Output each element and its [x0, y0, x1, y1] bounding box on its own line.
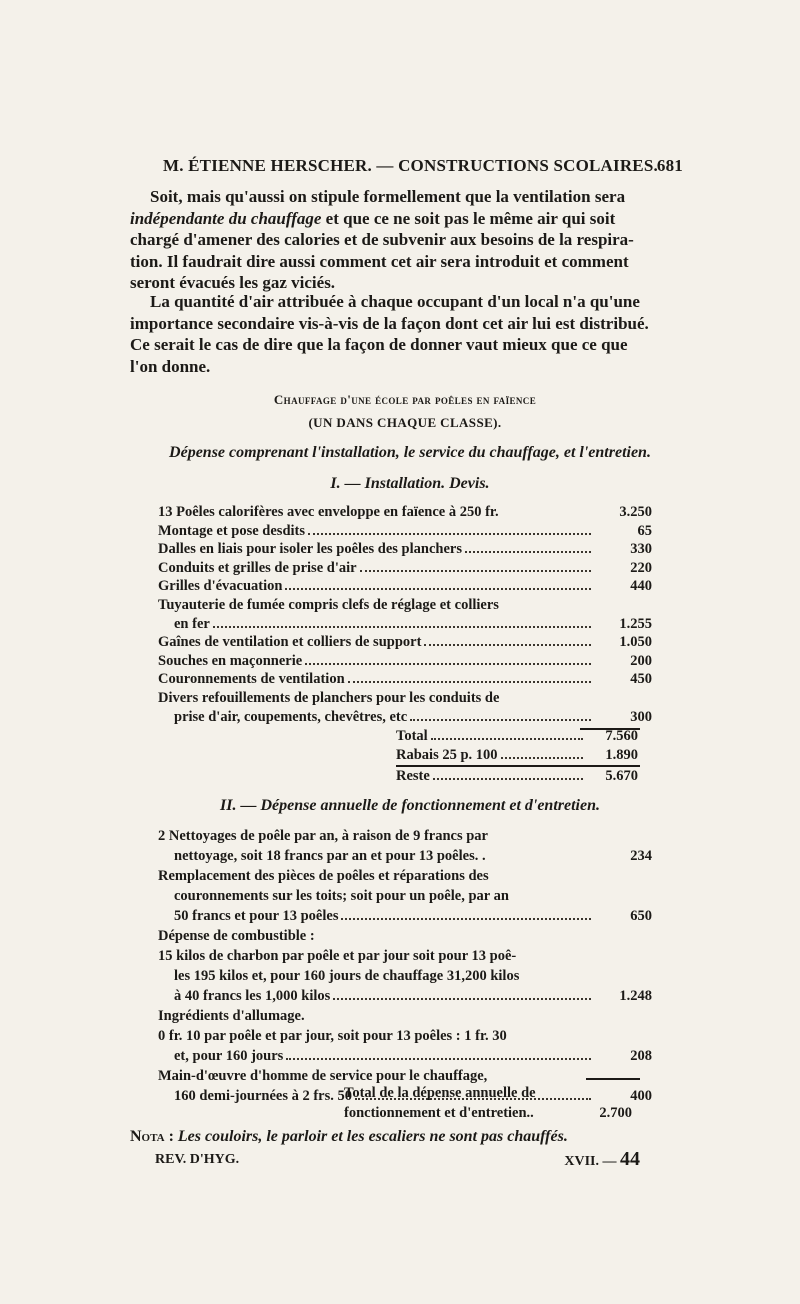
- depense-row-label: couronnements sur les toits; soit pour un poêle, par an: [174, 888, 509, 904]
- devis-table: [158, 503, 652, 726]
- devis-row-value: 330: [630, 541, 652, 558]
- reste-total: [396, 767, 638, 786]
- depense-row: [158, 986, 652, 1006]
- depense-row-label: et, pour 160 jours: [174, 1048, 284, 1064]
- text-line: l'on donne.: [130, 356, 211, 376]
- total-depense-line1: Total de la dépense annuelle de: [344, 1085, 536, 1101]
- devis-row-label: Tuyauterie de fumée compris clefs de réglage et colliers: [158, 596, 499, 613]
- section-title-sub: (UN DANS CHAQUE CLASSE).: [308, 415, 502, 430]
- devis-row: [158, 577, 652, 596]
- depense-row-label: 15 kilos de charbon par poêle et par jour soit pour 13 poê-: [158, 948, 517, 964]
- running-title: M. ÉTIENNE HERSCHER. — CONSTRUCTIONS SCOLAIRES.: [163, 156, 658, 175]
- text-line: La quantité d'air attribuée à chaque occupant d'un local n'a qu'une: [150, 292, 640, 311]
- depense-row-value: 1.248: [619, 988, 652, 1004]
- leader-dots: [360, 570, 591, 572]
- text-fragment: et que ce ne soit pas le même air qui soit: [321, 208, 616, 228]
- depense-row-label: 0 fr. 10 par poêle et par jour, soit pour 13 poêles : 1 fr. 30: [158, 1028, 507, 1044]
- depense-row: [158, 826, 652, 846]
- depense-row-value: [594, 826, 652, 846]
- devis-row-value: 65: [637, 522, 652, 539]
- page-footer: [155, 1148, 640, 1170]
- depense-row-value: 234: [630, 848, 652, 864]
- depense-row-value: [594, 926, 652, 946]
- depense-row: [158, 866, 652, 886]
- devis-row: [158, 522, 652, 541]
- leader-dots: [333, 998, 591, 1000]
- text-line: tion. Il faudrait dire aussi comment cet air sera introduit et comment: [130, 251, 629, 271]
- depense-row: [158, 906, 652, 926]
- devis-row: [158, 596, 652, 615]
- text-line: importance secondaire vis-à-vis de la façon dont cet air lui est distribué.: [130, 313, 649, 333]
- nota-label: Nota :: [130, 1128, 174, 1145]
- devis-row-label: en fer: [174, 615, 210, 632]
- devis-row: [158, 540, 652, 559]
- leader-dots: [286, 1058, 591, 1060]
- total-label: Total: [396, 728, 428, 744]
- depense-row-label: 50 francs et pour 13 poêles: [174, 908, 339, 924]
- devis-row-label: Divers refouillements de planchers pour les conduits de: [158, 689, 500, 706]
- devis-row: [158, 559, 652, 578]
- depense-row-value: [594, 866, 652, 886]
- depense-row: [158, 946, 652, 966]
- depense-table: [158, 826, 652, 1106]
- devis-row-label: Gaînes de ventilation et colliers de support: [158, 634, 422, 651]
- depense-row-value: 650: [630, 908, 652, 924]
- devis-row: [158, 615, 652, 634]
- depense-row-value: [594, 946, 652, 966]
- section-subtitle: Dépense comprenant l'installation, le service du chauffage, et l'entretien.: [169, 444, 651, 461]
- depense-row: [158, 1026, 652, 1046]
- reste-value: 5.670: [605, 768, 638, 784]
- devis-row-value: 200: [630, 652, 652, 669]
- leader-dots: [410, 719, 591, 721]
- leader-dots: [308, 533, 591, 535]
- depense-row-label: 2 Nettoyages de poêle par an, à raison de 9 francs par: [158, 828, 488, 844]
- devis-row: [158, 633, 652, 652]
- section-title: Chauffage d'une école par poêles en faïence: [273, 392, 537, 407]
- paragraph-air-quantity: [130, 291, 680, 377]
- devis-row-label: Grilles d'évacuation: [158, 578, 283, 595]
- depense-row: [158, 926, 652, 946]
- depense-row-label: Ingrédients d'allumage.: [158, 1008, 305, 1024]
- depense-row-label: à 40 francs les 1,000 kilos: [174, 988, 331, 1004]
- depense-row-label: Dépense de combustible :: [158, 928, 315, 944]
- devis-row: [158, 503, 652, 522]
- paragraph-ventilation: [130, 186, 680, 294]
- emphasis-text: indépendante du chauffage: [130, 208, 322, 228]
- leader-dots: [424, 644, 591, 646]
- depense-row-label: nettoyage, soit 18 francs par an et pour 13 poêles. .: [174, 848, 486, 864]
- rabais-row: [396, 746, 638, 765]
- total-depense-line2: fonctionnement et d'entretien..: [344, 1105, 534, 1121]
- text-line: [130, 208, 680, 230]
- devis-row-label: Conduits et grilles de prise d'air: [158, 559, 357, 576]
- depense-row-value: 400: [630, 1088, 652, 1104]
- footer-volume: XVII. —: [564, 1154, 617, 1169]
- devis-row-label: prise d'air, coupements, chevêtres, etc: [174, 708, 408, 725]
- depense-row-value: 208: [630, 1048, 652, 1064]
- devis-row-value: 1.255: [619, 615, 652, 632]
- depense-sum-rule: [586, 1078, 640, 1080]
- depense-row: [158, 1046, 652, 1066]
- depense-row-label: Remplacement des pièces de poêles et réparations des: [158, 868, 489, 884]
- part1-heading: I. — Installation. Devis.: [330, 475, 490, 492]
- page-number: 681: [656, 156, 683, 175]
- total-value: 7.560: [605, 728, 638, 744]
- text-line: Soit, mais qu'aussi on stipule formellement que la ventilation sera: [150, 187, 626, 206]
- rabais-label: Rabais 25 p. 100: [396, 747, 498, 763]
- devis-row-value: 300: [630, 708, 652, 725]
- depense-row-label: les 195 kilos et, pour 160 jours de chauffage 31,200 kilos: [174, 968, 520, 984]
- devis-row-value: 220: [630, 559, 652, 576]
- depense-row: [158, 846, 652, 866]
- depense-row: [158, 1006, 652, 1026]
- reste-label: Reste: [396, 768, 430, 784]
- depense-row-label: 160 demi-journées à 2 frs. 50: [174, 1088, 353, 1104]
- depense-row-value: [594, 1026, 652, 1046]
- depense-row-label: Main-d'œuvre d'homme de service pour le chauffage,: [158, 1068, 488, 1084]
- leader-dots: [341, 918, 591, 920]
- depense-row: [158, 966, 652, 986]
- devis-row-value: [594, 596, 652, 615]
- leader-dots: [285, 588, 591, 590]
- devis-row-value: 450: [630, 671, 652, 688]
- devis-row-label: 13 Poêles calorifères avec enveloppe en faïence à 250 fr.: [158, 504, 499, 520]
- text-line: Ce serait le cas de dire que la façon de donner vaut mieux que ce que: [130, 335, 628, 355]
- devis-row-label: Souches en maçonnerie: [158, 652, 303, 669]
- nota-note: [130, 1128, 650, 1146]
- text-line: chargé d'amener des calories et de subvenir aux besoins de la respira-: [130, 230, 634, 250]
- leader-dots: [465, 551, 591, 553]
- devis-row-value: 3.250: [619, 504, 652, 520]
- footer-sheet-number: 44: [620, 1148, 640, 1170]
- devis-row: [158, 670, 652, 689]
- devis-row: [158, 708, 652, 727]
- devis-row-label: Dalles en liais pour isoler les poêles des planchers: [158, 541, 462, 558]
- nota-text: Les couloirs, le parloir et les escaliers ne sont pas chauffés.: [177, 1128, 568, 1145]
- devis-totals: [396, 727, 638, 765]
- devis-row-value: 440: [630, 578, 652, 595]
- total-depense: [344, 1083, 632, 1123]
- depense-row: [158, 886, 652, 906]
- depense-row-value: [594, 1066, 652, 1086]
- leader-dots: [305, 663, 591, 665]
- reste-row: [396, 767, 638, 786]
- total-depense-value: 2.700: [599, 1105, 632, 1121]
- devis-row-value: [594, 689, 652, 708]
- devis-row-label: Montage et pose desdits: [158, 522, 306, 539]
- depense-row-value: [594, 966, 652, 986]
- devis-row-label: Couronnements de ventilation: [158, 671, 345, 688]
- rabais-value: 1.890: [605, 747, 638, 763]
- depense-row-value: [594, 1006, 652, 1026]
- leader-dots: [213, 626, 591, 628]
- devis-row: [158, 689, 652, 708]
- running-header: [163, 156, 683, 176]
- part2-heading: II. — Dépense annuelle de fonctionnement et d'entretien.: [220, 797, 600, 814]
- total-row: [396, 727, 638, 746]
- footer-signature: [564, 1148, 640, 1171]
- leader-dots: [348, 681, 591, 683]
- footer-journal: REV. D'HYG.: [155, 1152, 240, 1167]
- text-line: seront évacués les gaz viciés.: [130, 273, 336, 293]
- devis-row-value: 1.050: [619, 634, 652, 651]
- devis-row: [158, 652, 652, 671]
- depense-row-value: [594, 886, 652, 906]
